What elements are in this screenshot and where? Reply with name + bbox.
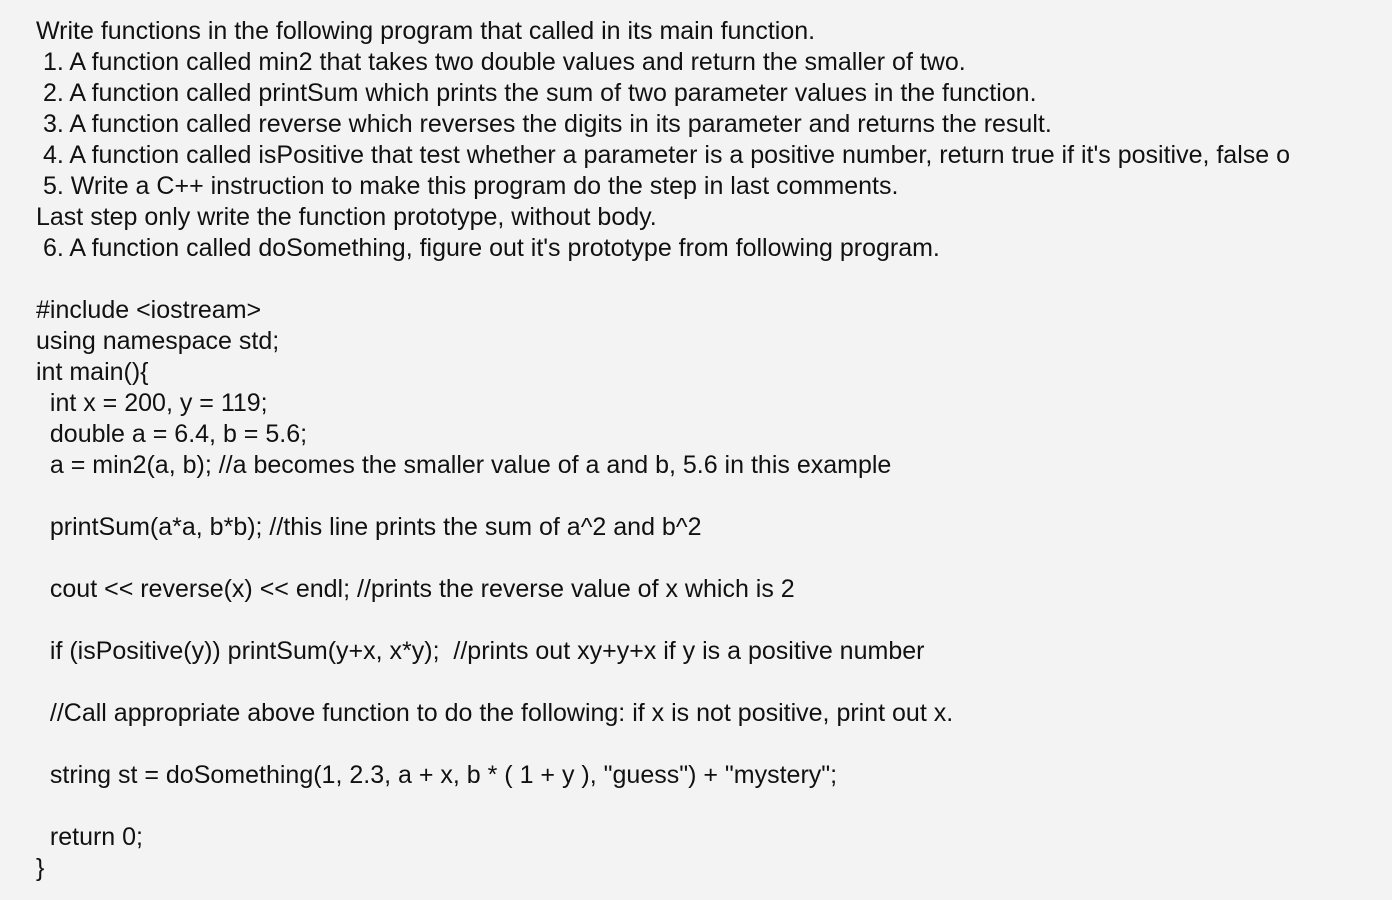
code-main-close: } (36, 854, 45, 882)
instruction-item-1: 1. A function called min2 that takes two double values and return the smaller of two. (36, 48, 966, 76)
code-return-line: return 0; (36, 823, 143, 851)
instruction-item-6: 6. A function called doSomething, figure out it's prototype from following program. (36, 234, 940, 262)
last-step-note: Last step only write the function prototype, without body. (36, 203, 657, 231)
code-cout-line: cout << reverse(x) << endl; //prints the reverse value of x which is 2 (36, 575, 795, 603)
code-string-line: string st = doSomething(1, 2.3, a + x, b * ( 1 + y ), "guess") + "mystery"; (36, 761, 838, 789)
code-printsum-line: printSum(a*a, b*b); //this line prints the sum of a^2 and b^2 (36, 513, 702, 541)
code-using: using namespace std; (36, 327, 280, 355)
code-decl-int: int x = 200, y = 119; (36, 389, 268, 417)
code-include: #include <iostream> (36, 296, 262, 324)
code-min2-line: a = min2(a, b); //a becomes the smaller value of a and b, 5.6 in this example (36, 451, 892, 479)
code-if-line: if (isPositive(y)) printSum(y+x, x*y); //prints out xy+y+x if y is a positive number (36, 637, 925, 665)
instructions-heading: Write functions in the following program that called in its main function. (36, 17, 816, 45)
code-decl-double: double a = 6.4, b = 5.6; (36, 420, 308, 448)
code-call-comment: //Call appropriate above function to do the following: if x is not positive, print out x. (36, 699, 954, 727)
instruction-item-3: 3. A function called reverse which reverses the digits in its parameter and returns the result. (36, 110, 1052, 138)
instruction-item-2: 2. A function called printSum which prints the sum of two parameter values in the function. (36, 79, 1037, 107)
instruction-item-5: 5. Write a C++ instruction to make this program do the step in last comments. (36, 172, 899, 200)
instruction-item-4: 4. A function called isPositive that test whether a parameter is a positive number, return true if it's positive, false o (36, 141, 1291, 169)
code-main-open: int main(){ (36, 358, 149, 386)
